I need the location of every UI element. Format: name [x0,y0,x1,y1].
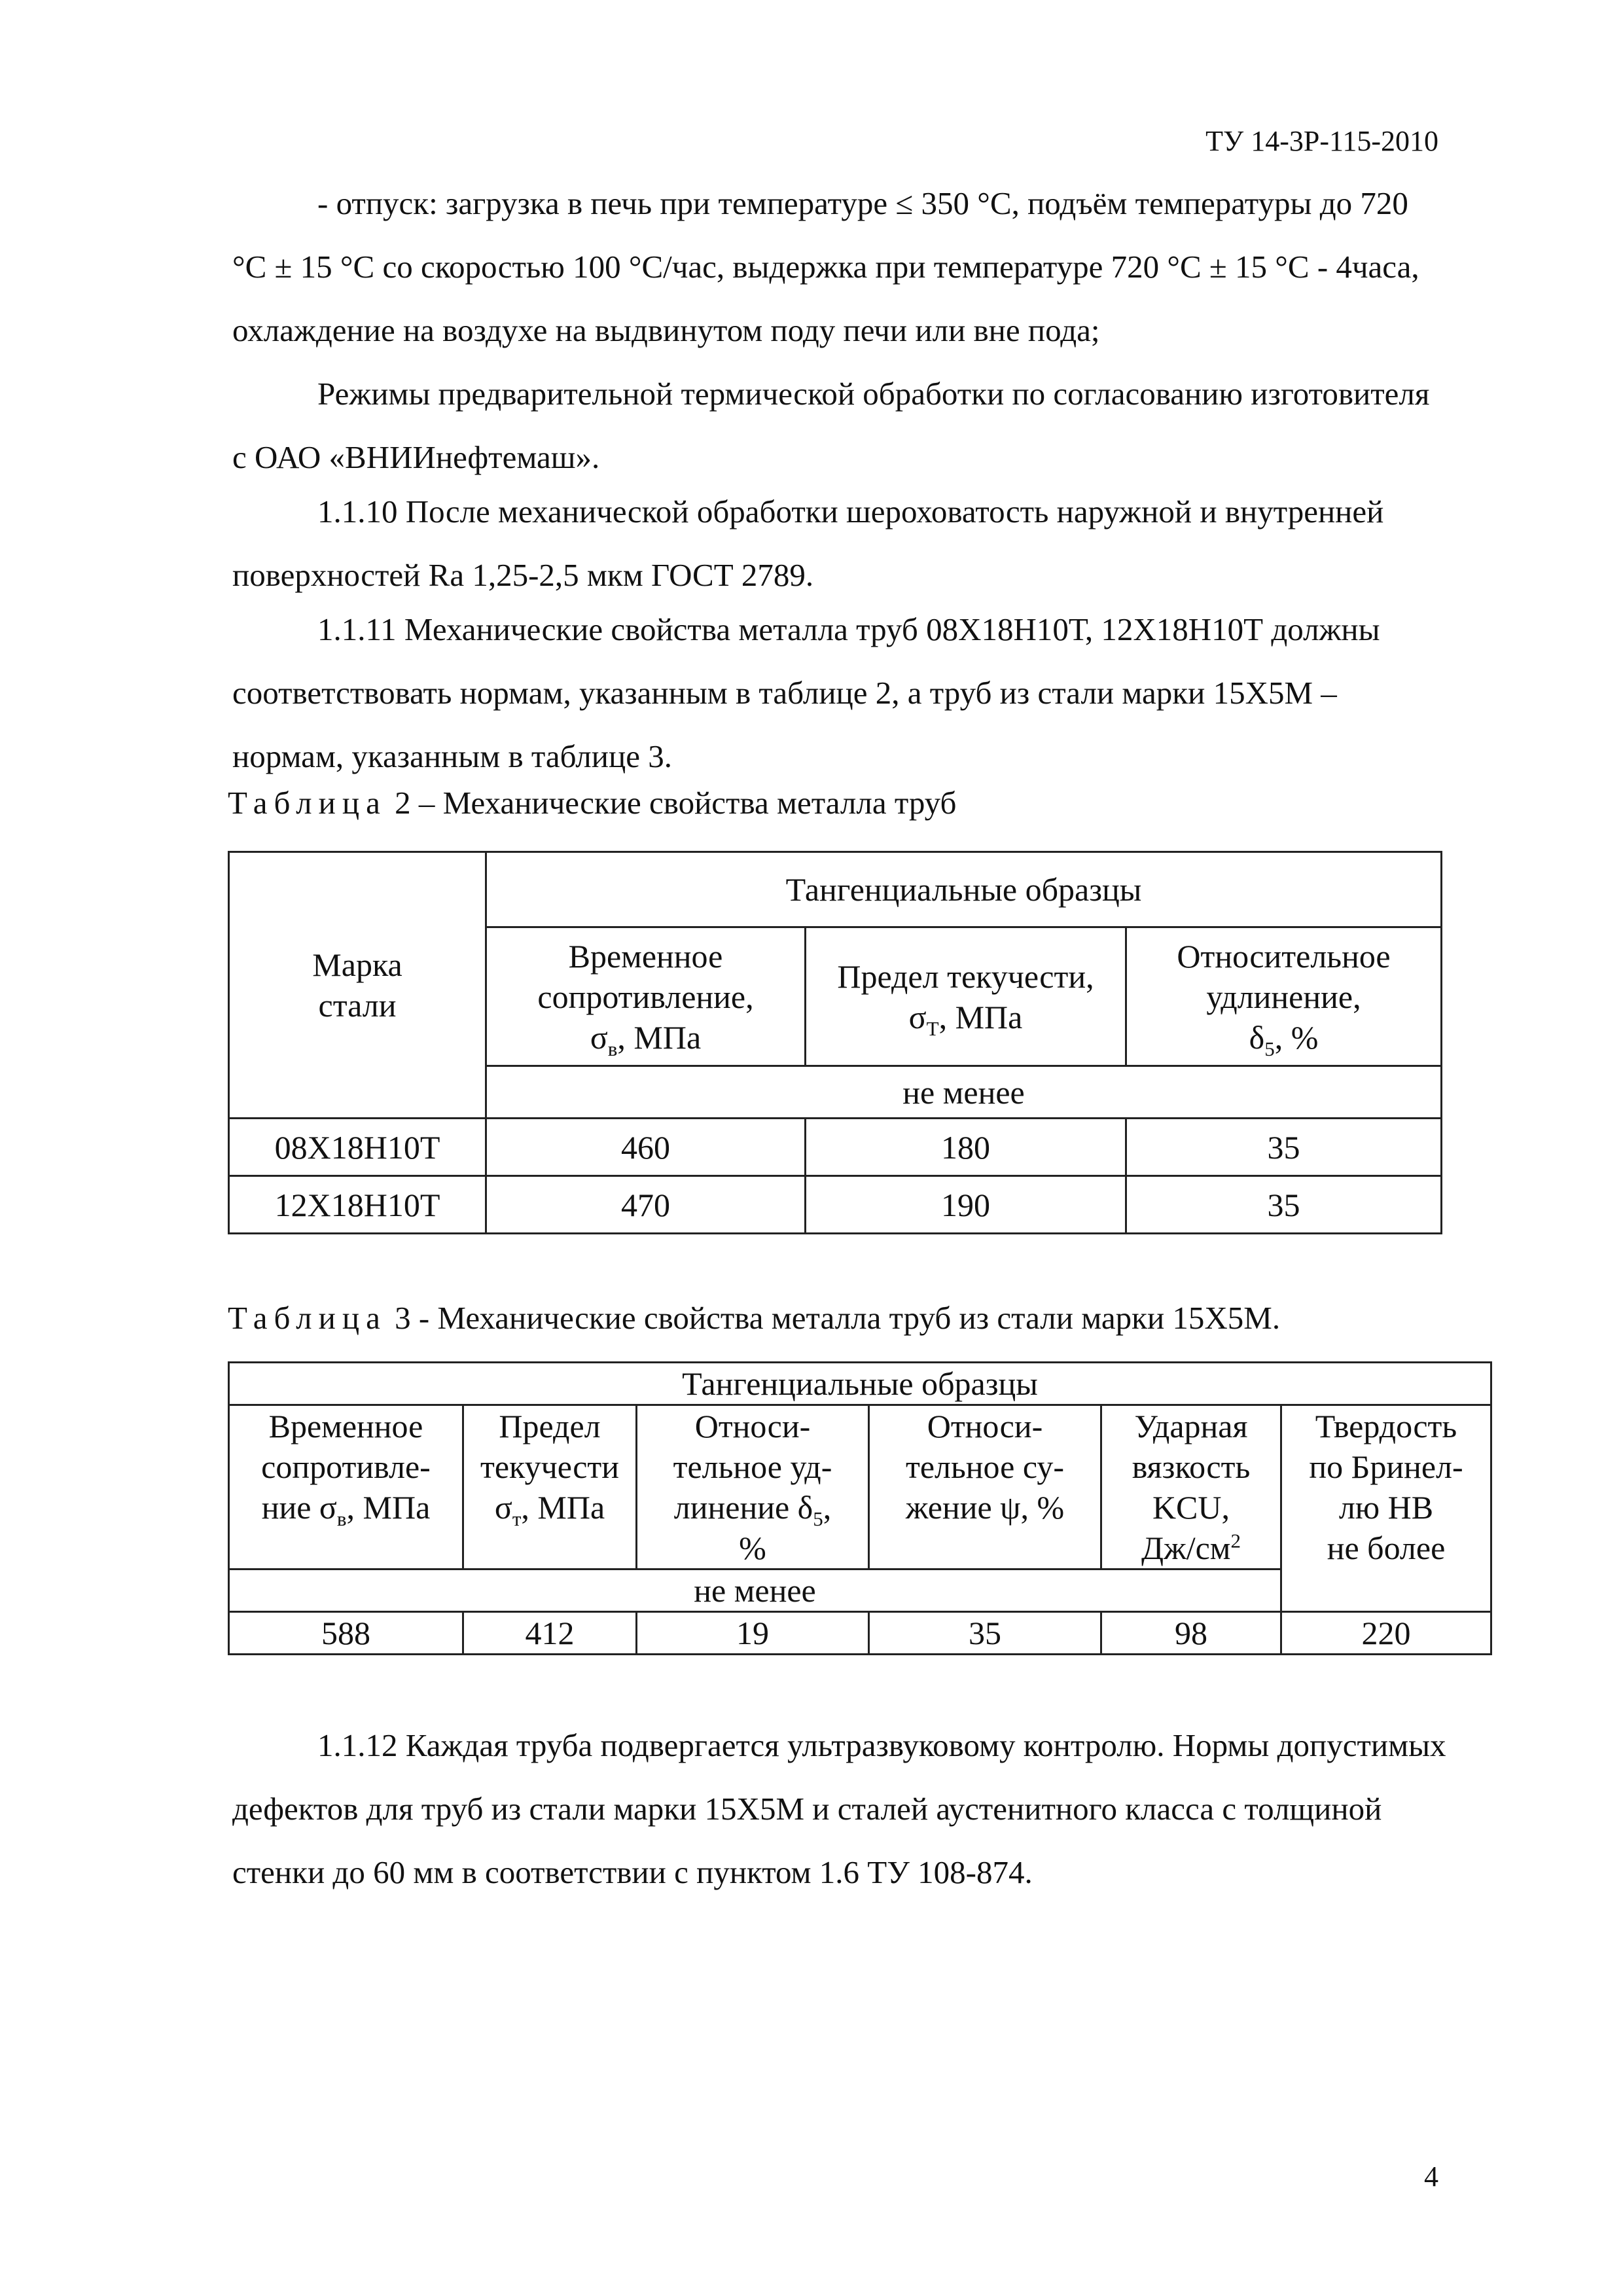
table2-min-label: не менее [486,1066,1442,1119]
table3-header-elongation: Относи- тельное уд- линение $\delta_5$, % [637,1405,869,1570]
table3-header-impact: Ударная вязкость KCU, $Дж/см^2$ [1101,1405,1281,1570]
page-number: 4 [1424,2161,1438,2193]
table-row [229,1612,1491,1655]
table3-header-hardness: Твердость по Бринел- лю НВ не более [1281,1405,1491,1612]
table2-caption-word: Таблица [228,785,387,821]
table3-cell: 98 [1101,1612,1281,1655]
table3-header-yield: Предел текучести $\sigma_т$, МПа [463,1405,637,1570]
paragraph-pre-treatment: Режимы предварительной термической обработки по согласованию изготовителя с ОАО «ВНИИнефтемаш». [232,376,1430,475]
table3-cell: 19 [637,1612,869,1655]
table2-cell: 460 [486,1119,806,1176]
paragraph-tempering: - отпуск: загрузка в печь при температуре ≤ 350 °С, подъём температуры до 720 °С ± 15 °С со скоростью 100 °С/час, выдержка при температуре 720 °С ± 15 °С - 4часа, охлаждение на воздухе на выдвинутом поду печи или вне пода; [232,185,1419,348]
paragraph-1-1-12: 1.1.12 Каждая труба подвергается ультразвуковому контролю. Нормы допустимых дефектов для труб из стали марки 15Х5М и сталей аустенитного класса с толщиной стенки до 60 мм в соответствии с пунктом 1.6 ТУ 108-874. [232,1727,1446,1890]
table3-cell: 220 [1281,1612,1491,1655]
table2-mechanical-properties [228,851,1442,1234]
table3-header-tensile: Временное сопротивле- ние $\sigma_в$, МПа [229,1405,463,1570]
table2-header-steel-grade: Марка стали [229,852,486,1119]
table3-min-label: не менее [229,1570,1281,1612]
table2-cell: 190 [806,1176,1126,1234]
table3-cell: 35 [869,1612,1101,1655]
table3-mechanical-properties [228,1361,1492,1655]
table3-header-reduction: Относи- тельное су- жение ψ, % [869,1405,1101,1570]
table-row [229,1119,1442,1176]
table3-caption-word: Таблица [228,1300,387,1336]
table3-cell: 412 [463,1612,637,1655]
table3-caption [228,1299,1280,1336]
table2-caption-text: 2 – Механические свойства металла труб [386,785,957,821]
table2-cell-steel: 12Х18Н10Т [229,1176,486,1234]
document-id: ТУ 14-3Р-115-2010 [1205,125,1438,157]
table2-header-elongation: Относительное удлинение, $\delta_5$, % [1126,927,1442,1066]
paragraph-1-1-10: 1.1.10 После механической обработки шероховатость наружной и внутренней поверхностей Ra 1,25-2,5 мкм ГОСТ 2789. [232,493,1384,593]
table2-caption [228,784,956,821]
paragraph-1-1-11: 1.1.11 Механические свойства металла труб 08Х18Н10Т, 12Х18Н10Т должны соответствовать нормам, указанным в таблице 2, а труб из стали марки 15Х5М – нормам, указанным в таблице 3. [232,611,1380,774]
table2-header-tensile: Временное сопротивление, $\sigma_в$, МПа [486,927,806,1066]
table3-header-group: Тангенциальные образцы [229,1363,1491,1405]
table2-cell: 35 [1126,1119,1442,1176]
table2-cell: 35 [1126,1176,1442,1234]
table2-header-group: Тангенциальные образцы [486,852,1442,927]
table2-cell: 470 [486,1176,806,1234]
table3-caption-text: 3 - Механические свойства металла труб из стали марки 15Х5М. [386,1300,1281,1336]
table2-cell-steel: 08Х18Н10Т [229,1119,486,1176]
table-row [229,1176,1442,1234]
table3-cell: 588 [229,1612,463,1655]
table2-cell: 180 [806,1119,1126,1176]
table2-header-yield: Предел текучести, $\sigma_Т$, МПа [806,927,1126,1066]
